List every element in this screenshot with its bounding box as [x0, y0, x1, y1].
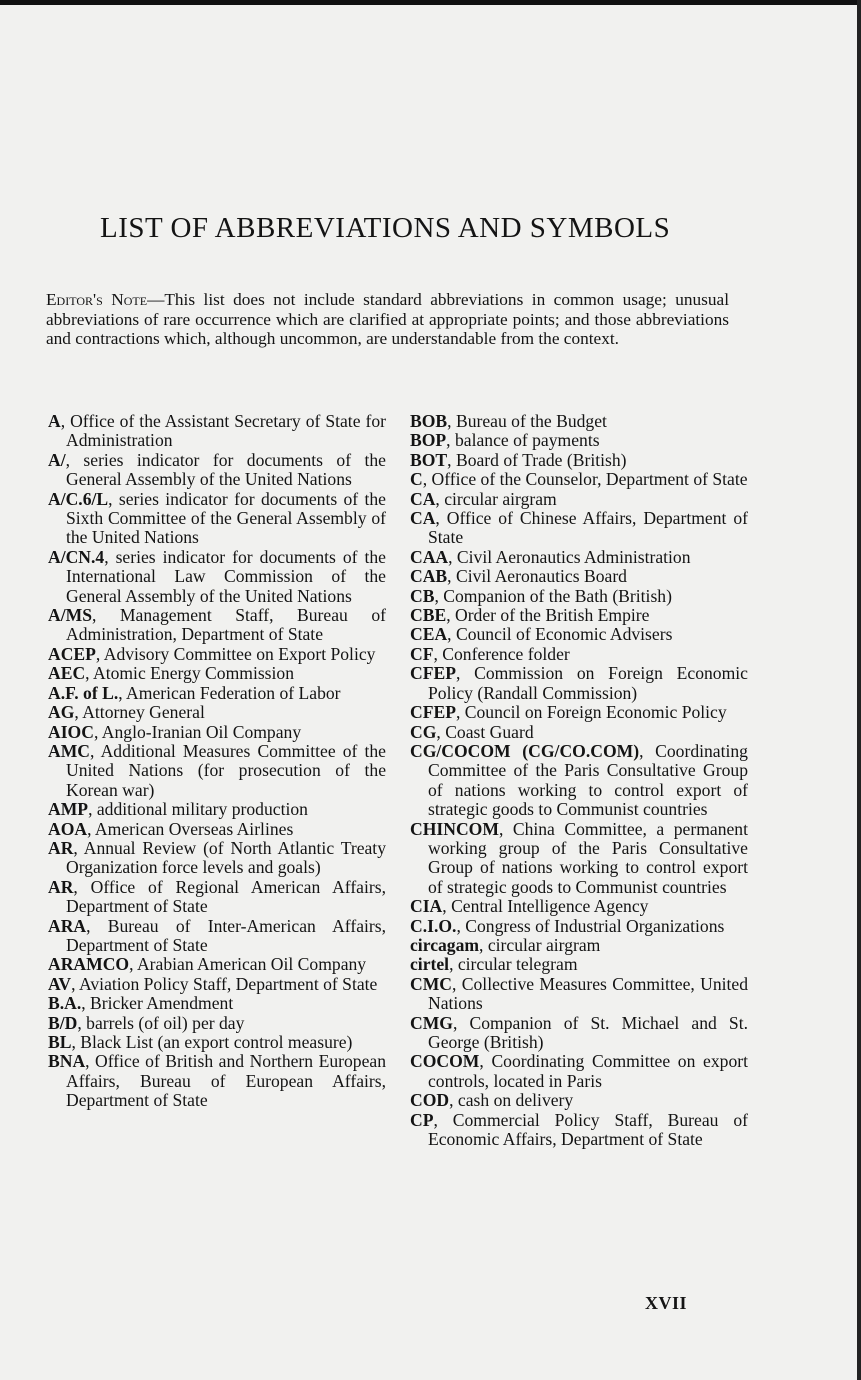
- abbreviation-term: CAA: [410, 546, 449, 567]
- abbreviation-entry: [48, 606, 386, 645]
- abbreviation-definition: , Order of the British Empire: [446, 605, 650, 626]
- abbreviation-definition: , Coordinating Committee of the Paris Consultative Group of nations working to control export of strategic goods to Communist countries: [428, 740, 748, 820]
- abbreviation-definition: , barrels (of oil) per day: [77, 1012, 245, 1033]
- abbreviation-term: CMC: [410, 973, 453, 994]
- abbreviation-term: AG: [48, 702, 75, 723]
- abbreviation-definition: , Conference folder: [433, 643, 570, 664]
- abbreviation-entry: [410, 587, 748, 606]
- abbreviation-term: CG: [410, 721, 437, 742]
- abbreviation-entry: [48, 742, 386, 800]
- abbreviation-term: CFEP: [410, 663, 456, 684]
- abbreviation-term: CBE: [410, 605, 447, 626]
- abbreviation-entry: [410, 412, 748, 431]
- abbreviation-definition: , Companion of St. Michael and St. George (British): [428, 1012, 748, 1052]
- abbreviation-term: CAB: [410, 566, 448, 587]
- abbreviation-definition: , Office of Regional American Affairs, Department of State: [66, 876, 386, 917]
- abbreviation-term: A/MS: [48, 605, 92, 626]
- editors-note-text: —This list does not include standard abbreviations in common usage; unusual abbreviations of rare occurrence which are clarified at appropriate points; and those abbreviations and contractions which, although uncommon, are understandable from the context.: [46, 290, 729, 348]
- abbreviation-definition: , Anglo-Iranian Oil Company: [93, 721, 302, 742]
- abbreviation-entry: [410, 567, 748, 586]
- abbreviation-definition: , Coast Guard: [436, 721, 534, 742]
- abbreviation-definition: , Office of the Counselor, Department of State: [422, 469, 748, 490]
- abbreviation-term: AMP: [48, 799, 89, 820]
- abbreviation-definition: , Civil Aeronautics Administration: [448, 546, 691, 567]
- abbreviation-definition: , Council on Foreign Economic Policy: [455, 702, 727, 723]
- abbreviation-definition: , Congress of Industrial Organizations: [456, 915, 725, 936]
- abbreviation-definition: , series indicator for documents of the Sixth Committee of the General Assembly of the United Nations: [66, 488, 386, 548]
- abbreviation-definition: , Council of Economic Advisers: [447, 624, 673, 645]
- abbreviation-entry: [410, 917, 748, 936]
- abbreviation-entry: [410, 1052, 748, 1091]
- abbreviation-term: CIA: [410, 896, 443, 917]
- abbreviation-entry: [48, 1052, 386, 1110]
- abbreviation-entry: [48, 490, 386, 548]
- abbreviation-entry: [48, 684, 386, 703]
- top-edge-rule: [0, 0, 861, 5]
- abbreviation-term: ARA: [48, 915, 87, 936]
- abbreviation-definition: , series indicator for documents of the International Law Commission of the General Assembly of the United Nations: [66, 546, 386, 606]
- abbreviation-entry: [410, 897, 748, 916]
- abbreviation-definition: , Atomic Energy Commission: [85, 663, 295, 684]
- abbreviation-term: CMG: [410, 1012, 453, 1033]
- abbreviation-definition: , Black List (an export control measure): [71, 1032, 353, 1052]
- abbreviation-term: BOT: [410, 449, 448, 470]
- abbreviation-term: ARAMCO: [48, 954, 130, 975]
- editors-note-label: Editor's Note: [46, 290, 148, 309]
- abbreviation-entry: [48, 955, 386, 974]
- page-title: LIST OF ABBREVIATIONS AND SYMBOLS: [100, 212, 671, 244]
- abbreviation-term: A/CN.4: [48, 546, 105, 567]
- page-edge-shadow: [857, 0, 861, 1380]
- abbreviation-term: AR: [48, 876, 74, 897]
- abbreviation-definition: , American Overseas Airlines: [87, 818, 294, 839]
- abbreviation-entry: [410, 723, 748, 742]
- abbreviation-entry: [48, 1033, 386, 1052]
- abbreviation-definition: , Office of the Assistant Secretary of State for Administration: [60, 411, 386, 451]
- abbreviation-definition: , Board of Trade (British): [447, 449, 627, 470]
- abbreviation-entry: [410, 431, 748, 450]
- editors-note: [46, 290, 729, 349]
- abbreviation-definition: , Attorney General: [74, 702, 205, 723]
- abbreviation-definition: , additional military production: [88, 799, 308, 820]
- abbreviation-entry: [48, 412, 386, 451]
- abbreviation-term: CHINCOM: [410, 818, 499, 839]
- abbreviation-term: cirtel: [410, 954, 450, 975]
- abbreviation-definition: , Office of Chinese Affairs, Department of State: [428, 508, 748, 548]
- abbreviation-entry: [48, 703, 386, 722]
- abbreviation-term: A: [48, 411, 61, 431]
- abbreviation-definition: , Companion of the Bath (British): [434, 585, 672, 606]
- abbreviation-term: C: [410, 469, 423, 490]
- abbreviation-term: A.F. of L.: [48, 682, 119, 703]
- abbreviation-entry: [410, 1014, 748, 1053]
- abbreviation-term: AIOC: [48, 721, 94, 742]
- page-number: XVII: [645, 1293, 688, 1313]
- abbreviation-entry: [48, 664, 386, 683]
- abbreviation-term: AR: [48, 837, 74, 858]
- abbreviation-term: AV: [48, 973, 72, 994]
- abbreviation-definition: , American Federation of Labor: [118, 682, 341, 703]
- abbreviation-term: CA: [410, 488, 436, 509]
- abbreviation-term: BNA: [48, 1051, 86, 1072]
- abbreviation-entry: [410, 742, 748, 820]
- abbreviation-definition: , balance of payments: [446, 430, 600, 451]
- abbreviation-term: AOA: [48, 818, 88, 839]
- abbreviation-term: AEC: [48, 663, 86, 684]
- abbreviation-term: circagam: [410, 934, 480, 955]
- abbreviation-entry: [48, 820, 386, 839]
- abbreviation-entry: [48, 917, 386, 956]
- abbreviation-definition: , series indicator for documents of the General Assembly of the United Nations: [65, 449, 386, 490]
- abbreviation-entry: [410, 936, 748, 955]
- abbreviation-entry: [410, 470, 748, 489]
- abbreviation-entry: [410, 451, 748, 470]
- abbreviation-term: CEA: [410, 624, 448, 645]
- abbreviation-term: CFEP: [410, 702, 456, 723]
- abbreviation-definition: , Office of British and Northern European Affairs, Bureau of European Affairs, Department of State: [66, 1051, 386, 1111]
- abbreviation-entry: [410, 490, 748, 509]
- abbreviation-entry: [410, 548, 748, 567]
- abbreviation-term: CP: [410, 1109, 434, 1130]
- abbreviation-term: COCOM: [410, 1051, 480, 1072]
- abbreviation-definition: , Management Staff, Bureau of Administration, Department of State: [66, 605, 386, 645]
- abbreviation-definition: , Commercial Policy Staff, Bureau of Economic Affairs, Department of State: [428, 1109, 748, 1150]
- abbreviation-entry: [48, 975, 386, 994]
- abbreviation-definition: , cash on delivery: [449, 1090, 574, 1111]
- abbreviation-term: COD: [410, 1090, 450, 1111]
- abbreviation-definition: , Collective Measures Committee, United Nations: [428, 973, 748, 1014]
- abbreviations-right-column: [410, 412, 748, 1149]
- abbreviation-definition: , Arabian American Oil Company: [129, 954, 367, 975]
- abbreviation-term: CF: [410, 643, 434, 664]
- abbreviation-entry: [410, 625, 748, 644]
- abbreviation-term: ACEP: [48, 643, 96, 664]
- abbreviation-entry: [48, 451, 386, 490]
- abbreviation-definition: , Bureau of Inter-American Affairs, Department of State: [66, 915, 386, 955]
- abbreviation-term: BL: [48, 1032, 72, 1052]
- abbreviation-term: BOP: [410, 430, 447, 451]
- abbreviation-entry: [410, 955, 748, 974]
- abbreviation-term: B/D: [48, 1012, 78, 1033]
- abbreviation-definition: , Annual Review (of North Atlantic Treaty Organization force levels and goals): [66, 837, 386, 878]
- abbreviation-entry: [410, 703, 748, 722]
- abbreviation-term: CG/COCOM (CG/CO.COM): [410, 740, 640, 761]
- abbreviations-left-column: [48, 412, 386, 1111]
- abbreviation-term: A/: [48, 449, 66, 470]
- abbreviation-definition: , Advisory Committee on Export Policy: [95, 643, 376, 664]
- abbreviation-entry: [410, 820, 748, 898]
- abbreviation-definition: , circular telegram: [449, 954, 578, 975]
- abbreviation-term: C.I.O.: [410, 915, 457, 936]
- abbreviation-entry: [410, 645, 748, 664]
- abbreviation-definition: , circular airgram: [479, 934, 601, 955]
- abbreviation-entry: [48, 1014, 386, 1033]
- abbreviation-entry: [410, 509, 748, 548]
- abbreviation-entry: [410, 1091, 748, 1110]
- abbreviation-term: CA: [410, 508, 436, 529]
- abbreviation-term: B.A.: [48, 993, 82, 1014]
- abbreviation-definition: , Additional Measures Committee of the United Nations (for prosecution of the Korean war): [66, 740, 386, 800]
- abbreviation-entry: [48, 839, 386, 878]
- abbreviation-entry: [410, 975, 748, 1014]
- abbreviation-entry: [410, 664, 748, 703]
- abbreviation-term: A/C.6/L: [48, 488, 109, 509]
- abbreviation-definition: , Civil Aeronautics Board: [447, 566, 627, 587]
- abbreviation-term: AMC: [48, 740, 91, 761]
- abbreviation-entry: [48, 994, 386, 1013]
- abbreviation-entry: [410, 606, 748, 625]
- abbreviation-entry: [48, 800, 386, 819]
- abbreviation-definition: , Aviation Policy Staff, Department of State: [71, 973, 378, 994]
- abbreviation-definition: , circular airgram: [435, 488, 557, 509]
- abbreviation-entry: [48, 878, 386, 917]
- abbreviation-definition: , China Committee, a permanent working group of the Paris Consultative Group of nations working to control export of strategic goods to Communist countries: [428, 818, 748, 897]
- abbreviation-entry: [48, 645, 386, 664]
- abbreviation-definition: , Coordinating Committee on export controls, located in Paris: [428, 1051, 748, 1091]
- abbreviation-definition: , Bricker Amendment: [81, 993, 234, 1014]
- abbreviation-entry: [410, 1111, 748, 1150]
- abbreviation-entry: [48, 723, 386, 742]
- abbreviation-term: BOB: [410, 411, 448, 431]
- abbreviation-term: CB: [410, 585, 435, 606]
- abbreviation-definition: , Bureau of the Budget: [447, 411, 607, 431]
- abbreviation-definition: , Central Intelligence Agency: [442, 896, 649, 917]
- abbreviation-definition: , Commission on Foreign Economic Policy (Randall Commission): [428, 663, 748, 703]
- abbreviation-entry: [48, 548, 386, 606]
